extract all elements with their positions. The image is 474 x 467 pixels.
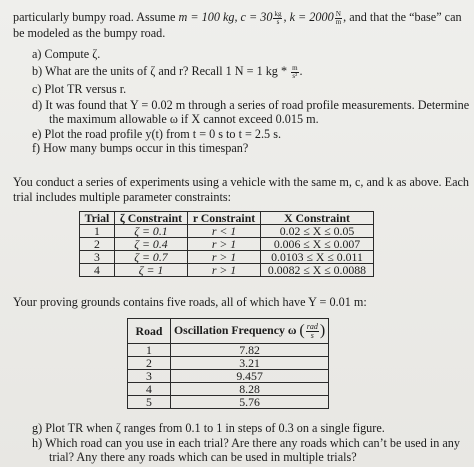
question-b: b) What are the units of ζ and r? Recall 1 N = 1 kg * $\frac{m}{\text{s²}}$ . [32, 63, 303, 80]
x-constraint: 0.02 ≤ X ≤ 0.05 [261, 225, 374, 238]
question-h-line-2: trial? Any there any roads which can be used in multiple trials? [49, 450, 357, 464]
road-frequency: 7.82 [171, 344, 329, 357]
zeta-constraint: ζ = 1 [115, 264, 188, 277]
r-constraint: r < 1 [188, 225, 261, 238]
newton-unit-fraction: $\frac{m}{\text{s²}}$ [292, 63, 298, 80]
question-g: g) Plot TR when ζ ranges from 0.1 to 1 in steps of 0.3 on a single figure. [32, 421, 385, 435]
table-header-row [128, 319, 329, 344]
x-constraint: 0.0103 ≤ X ≤ 0.011 [261, 251, 374, 264]
trial-number: 4 [80, 264, 115, 277]
table-row [128, 396, 329, 409]
road-number: 4 [128, 383, 171, 396]
table-row [128, 357, 329, 370]
road-frequency: 3.21 [171, 357, 329, 370]
header-oscillation-frequency: Oscillation Frequency ω ( $\frac{\text{rad}}{s}$ ) [171, 319, 329, 344]
header-zeta-constraint: ζ Constraint [115, 212, 188, 225]
table-row [80, 238, 374, 251]
road-number: 1 [128, 344, 171, 357]
trial-constraints-table [79, 211, 374, 277]
trial-number: 1 [80, 225, 115, 238]
experiments-line-1: You conduct a series of experiments using a vehicle with the same m, c, and k as above. Each [13, 175, 470, 189]
table-row [80, 264, 374, 277]
road-number: 2 [128, 357, 171, 370]
intro-line-1 [13, 10, 462, 26]
intro-line-2: be modeled as the bumpy road. [13, 26, 166, 40]
road-frequency: 9.457 [171, 370, 329, 383]
mass-damping-values: m = 100 kg, c = 30 [178, 10, 273, 24]
table-row [128, 344, 329, 357]
road-frequency-table [127, 318, 329, 409]
question-h-line-1: h) Which road can you use in each trial? Are there any roads which can’t be used in any [32, 436, 460, 450]
road-number: 3 [128, 370, 171, 383]
header-trial: Trial [80, 212, 115, 225]
header-road: Road [128, 319, 171, 344]
zeta-constraint: ζ = 0.1 [115, 225, 188, 238]
header-x-constraint: X Constraint [261, 212, 374, 225]
damping-unit-fraction: $\frac{kg}{s}$ [274, 9, 282, 26]
trial-number: 2 [80, 238, 115, 251]
proving-grounds-line: Your proving grounds contains five roads, all of which have Y = 0.01 m: [13, 295, 367, 309]
road-frequency: 8.28 [171, 383, 329, 396]
table-row [80, 225, 374, 238]
r-constraint: r > 1 [188, 264, 261, 277]
trial-number: 3 [80, 251, 115, 264]
r-constraint: r > 1 [188, 251, 261, 264]
road-number: 5 [128, 396, 171, 409]
table-row [128, 383, 329, 396]
table-row [80, 251, 374, 264]
zeta-constraint: ζ = 0.4 [115, 238, 188, 251]
rad-per-second-unit: ( $\frac{\text{rad}}{s}$ ) [299, 321, 326, 340]
question-e: e) Plot the road profile y(t) from t = 0 s to t = 2.5 s. [32, 127, 281, 141]
intro-text: particularly bumpy road. Assume [13, 10, 179, 24]
question-d-line-1: d) It was found that Y = 0.02 m through a series of road profile measurements. Determine [32, 98, 470, 112]
question-d-line-2: the maximum allowable ω if X cannot exceed 0.015 m. [49, 112, 319, 126]
table-header-row [80, 212, 374, 225]
zeta-constraint: ζ = 0.7 [115, 251, 188, 264]
stiffness-value: , k = 2000 [283, 10, 334, 24]
x-constraint: 0.0082 ≤ X ≤ 0.0088 [261, 264, 374, 277]
x-constraint: 0.006 ≤ X ≤ 0.007 [261, 238, 374, 251]
r-constraint: r > 1 [188, 238, 261, 251]
intro-text-end: , and that the “base” can [343, 10, 462, 24]
question-c: c) Plot TR versus r. [32, 82, 127, 96]
stiffness-unit-fraction: $\frac{N}{m}$ [335, 9, 342, 26]
header-r-constraint: r Constraint [188, 212, 261, 225]
question-f: f) How many bumps occur in this timespan? [32, 141, 249, 155]
road-frequency: 5.76 [171, 396, 329, 409]
table-row [128, 370, 329, 383]
question-a: a) Compute ζ. [32, 47, 101, 61]
experiments-line-2: trial includes multiple parameter constraints: [13, 190, 231, 204]
